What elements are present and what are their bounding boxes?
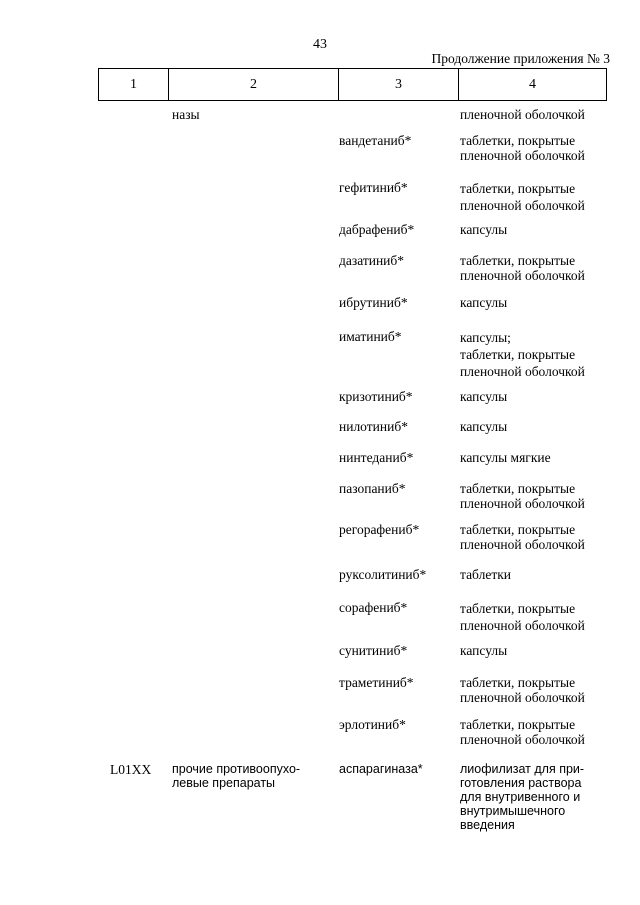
dosage-form-line: капсулы мягкие [460,450,551,465]
dosage-form-line: пленочной оболочкой [460,537,585,552]
dosage-form-line: таблетки, покрытые [460,253,576,268]
dosage-form-line: капсулы [460,295,508,310]
dosage-form [460,600,610,634]
dosage-form-line: введения [460,818,515,832]
dosage-form-line: капсулы [460,643,508,658]
drug-name: кризотиниб* [339,389,413,404]
dosage-form [460,675,610,705]
dosage-form-line: таблетки, покрытые [460,347,576,362]
dosage-form [460,419,610,434]
dosage-form-line: капсулы [460,389,508,404]
header-col-3: 3 [338,69,458,100]
dosage-form [460,329,610,380]
table-header [98,68,607,101]
drug-name: сунитиниб* [339,643,408,658]
dosage-form-line: таблетки, покрытые [460,181,576,196]
dosage-form-line: таблетки, покрытые [460,675,576,690]
dosage-form-line: таблетки, покрытые [460,601,576,616]
group-name: назы [172,107,200,122]
drug-name: аспарагиназа* [339,762,423,776]
page-number: 43 [313,37,327,52]
dosage-form [460,717,610,747]
drug-name: вандетаниб* [339,133,412,148]
dosage-form [460,481,610,511]
dosage-form [460,643,610,658]
drug-name: руксолитиниб* [339,567,427,582]
dosage-form-line: таблетки, покрытые [460,717,576,732]
dosage-form-line: для внутривенного и [460,790,581,804]
dosage-form-line: пленочной оболочкой [460,198,585,213]
dosage-form-line: пленочной оболочкой [460,732,585,747]
drug-name: иматиниб* [339,329,402,344]
dosage-form [460,762,610,832]
dosage-form [460,522,610,552]
dosage-form [460,389,610,404]
continuation-heading: Продолжение приложения № 3 [431,51,610,66]
dosage-form [460,450,610,465]
drug-name: дазатиниб* [339,253,405,268]
dosage-form [460,222,610,237]
drug-name: регорафениб* [339,522,420,537]
dosage-form [460,180,610,214]
header-col-1: 1 [130,76,137,92]
dosage-form-line: пленочной оболочкой [460,107,585,122]
drug-name: пазопаниб* [339,481,406,496]
drug-name: эрлотиниб* [339,717,406,732]
header-col-4: 4 [458,69,606,100]
dosage-form-line: готовления раствора [460,776,582,790]
dosage-form-line: лиофилизат для при- [460,762,585,776]
group-name: прочие противоопухо- левые препараты [172,762,301,790]
drug-name: нилотиниб* [339,419,408,434]
drug-name: ибрутиниб* [339,295,408,310]
dosage-form-line: пленочной оболочкой [460,364,585,379]
dosage-form-line: таблетки, покрытые [460,522,576,537]
dosage-form-line: внутримышечного [460,804,566,818]
drug-name: дабрафениб* [339,222,415,237]
dosage-form [460,295,610,310]
dosage-form-line: капсулы [460,419,508,434]
dosage-form-line: пленочной оболочкой [460,618,585,633]
drug-name: траметиниб* [339,675,414,690]
dosage-form [460,133,610,163]
dosage-form-line: пленочной оболочкой [460,690,585,705]
dosage-form-line: пленочной оболочкой [460,496,585,511]
dosage-form [460,253,610,283]
dosage-form-line: капсулы; [460,330,511,345]
drug-name: сорафениб* [339,600,408,615]
dosage-form-line: пленочной оболочкой [460,268,585,283]
dosage-form-line: таблетки, покрытые [460,133,576,148]
dosage-form-line: капсулы [460,222,508,237]
atc-code: L01XX [110,762,152,777]
dosage-form-line: пленочной оболочкой [460,148,585,163]
drug-name: гефитиниб* [339,180,408,195]
drug-name: нинтеданиб* [339,450,414,465]
dosage-form-line: таблетки [460,567,512,582]
dosage-form-line: таблетки, покрытые [460,481,576,496]
dosage-form [460,567,610,582]
header-col-2: 2 [168,69,338,100]
dosage-form [460,107,610,122]
